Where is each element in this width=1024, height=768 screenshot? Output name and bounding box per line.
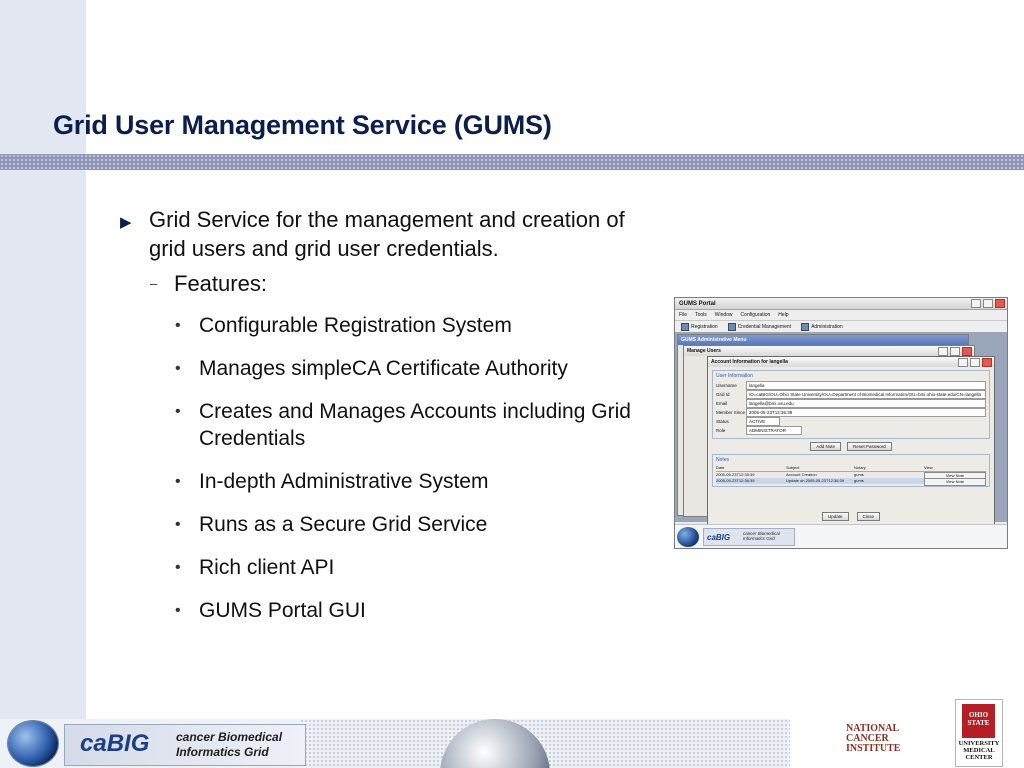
field-value: langella	[746, 381, 986, 390]
menu-help: Help	[778, 312, 789, 318]
field-label: Status	[716, 419, 729, 424]
col-notary: Notary	[854, 465, 866, 470]
nci-logo-line: INSTITUTE	[846, 743, 901, 754]
col-date: Date	[716, 465, 725, 470]
slide-body	[118, 205, 658, 624]
portal-title: GUMS Portal	[679, 300, 716, 307]
decorative-globe-icon	[440, 719, 550, 768]
field-grid-id	[716, 390, 986, 399]
osu-caption	[957, 740, 1001, 761]
admin-menu-title: GUMS Administrative Menu	[681, 337, 747, 343]
bullet-sub-text: Features:	[174, 271, 267, 296]
account-actions	[708, 442, 994, 451]
feature-text: In-depth Administrative System	[199, 470, 489, 493]
minimize-icon	[958, 358, 968, 367]
key-icon	[728, 323, 736, 331]
add-note-button	[810, 442, 841, 451]
note-subject: Update on 2005-05-23T12:36:39	[786, 478, 845, 483]
field-role	[716, 426, 986, 435]
close-icon	[995, 299, 1005, 308]
feature-text: Configurable Registration System	[199, 314, 512, 337]
close-button	[857, 512, 881, 521]
close-label: Close	[862, 514, 875, 519]
cabig-subtitle-line: Informatics Grid	[176, 745, 269, 759]
add-note-label: Add Note	[816, 444, 835, 449]
toolbar-administration	[801, 323, 843, 331]
toolbar-credential-label: Credential Management	[737, 324, 792, 330]
dot-bullet-icon: •	[175, 360, 181, 377]
user-info-group-title: User Information	[716, 373, 753, 379]
account-info-title-bar	[708, 357, 994, 367]
user-info-group	[712, 370, 990, 439]
account-info-window	[707, 356, 995, 526]
menu-window: Window	[714, 312, 733, 318]
update-button	[822, 512, 849, 521]
note-date: 2005-05-23T12:35:39	[716, 472, 755, 477]
globe-icon	[8, 721, 58, 766]
feature-text: Runs as a Secure Grid Service	[199, 513, 488, 536]
portal-title-bar	[675, 298, 1007, 310]
field-status	[716, 417, 986, 426]
dot-bullet-icon: •	[175, 403, 181, 420]
slide-title: Grid User Management Service (GUMS)	[53, 110, 552, 140]
feature-item	[118, 468, 658, 495]
menu-file: File	[679, 312, 688, 318]
window-controls	[971, 299, 1007, 308]
view-note-button: View Note	[924, 478, 986, 486]
field-label: Grid Id	[716, 392, 730, 397]
col-view: View	[924, 465, 933, 470]
field-value: /O=caBIG/OU=Ohio State University/OU=Department of Biomedical Informatics/OU=bmi.ohio-state.edu/CN=langella	[746, 390, 986, 399]
close-icon	[962, 347, 972, 356]
osu-caption-line: UNIVERSITY	[958, 740, 1000, 747]
admin-menu-title-bar	[678, 335, 968, 345]
dot-bullet-icon: •	[175, 473, 181, 490]
notes-header	[716, 465, 986, 472]
menu-configuration: Configuration	[740, 312, 771, 318]
cabig-subtitle	[176, 730, 282, 760]
admin-icon	[801, 323, 809, 331]
role-select: ADMINISTRATOR	[746, 426, 802, 435]
field-label: Email	[716, 401, 728, 406]
portal-footer-logo: caBIG	[707, 533, 731, 542]
maximize-icon	[950, 347, 960, 356]
view-note-button: View Note	[924, 472, 986, 480]
minimize-icon	[938, 347, 948, 356]
maximize-icon	[970, 358, 980, 367]
close-icon	[982, 358, 992, 367]
update-label: Update	[827, 514, 843, 519]
toolbar-registration	[681, 323, 718, 331]
account-info-title: Account Information for langella	[711, 359, 788, 365]
triangle-bullet-icon: ▶	[120, 214, 132, 231]
manage-users-title: Manage Users	[687, 348, 721, 354]
field-email	[716, 399, 986, 408]
notes-group-title: Notes	[716, 457, 730, 463]
cabig-logo: caBIG	[80, 730, 150, 757]
title-underline-pattern	[0, 154, 1024, 170]
feature-item	[118, 355, 658, 382]
feature-text: Rich client API	[199, 556, 335, 579]
toolbar-registration-label: Registration	[691, 324, 718, 330]
manage-users-controls	[938, 347, 974, 356]
portal-menu-bar	[675, 310, 1007, 321]
field-member-since	[716, 408, 986, 417]
osu-crest-icon	[962, 704, 995, 738]
portal-footer	[675, 524, 1007, 549]
field-value: 2005-05-23T12:35:39	[746, 408, 986, 417]
osu-caption-line: MEDICAL	[963, 747, 995, 754]
cabig-subtitle-line: cancer Biomedical	[176, 730, 283, 744]
field-value: langella@bmi.osu.edu	[746, 399, 986, 408]
dot-bullet-icon: •	[175, 602, 181, 619]
col-subject: Subject	[786, 465, 800, 470]
bullet-main	[118, 205, 658, 263]
field-username	[716, 381, 986, 390]
note-notary: gums	[854, 472, 864, 477]
feature-item	[118, 398, 658, 452]
notes-group	[712, 454, 990, 487]
osu-caption-line: CENTER	[965, 754, 993, 761]
globe-icon	[677, 527, 699, 547]
status-select: ACTIVE	[746, 417, 780, 426]
dot-bullet-icon: •	[175, 516, 181, 533]
field-label: Username	[716, 383, 737, 388]
minimize-icon	[971, 299, 981, 308]
feature-text: Manages simpleCA Certificate Authority	[199, 357, 568, 380]
toolbar-credential-management	[728, 323, 791, 331]
dot-bullet-icon: •	[175, 317, 181, 334]
bullet-sub	[118, 269, 658, 298]
reset-password-label: Reset Password	[853, 444, 886, 449]
note-subject: Account Creation	[786, 472, 817, 477]
feature-item	[118, 511, 658, 538]
nci-logo-line: NATIONAL	[846, 723, 900, 734]
feature-text: GUMS Portal GUI	[199, 599, 366, 622]
dash-bullet-icon: –	[150, 276, 158, 291]
osu-medical-center-logo	[955, 699, 1003, 767]
feature-item	[118, 597, 658, 624]
dot-bullet-icon: •	[175, 559, 181, 576]
field-label: Role	[716, 428, 726, 433]
reset-password-button	[847, 442, 892, 451]
table-row	[716, 478, 986, 484]
feature-text: Creates and Manages Accounts including Grid Credentials	[199, 400, 631, 450]
gums-portal-screenshot	[674, 297, 1008, 549]
feature-item	[118, 554, 658, 581]
note-date: 2005-05-23T12:36:39	[716, 478, 755, 483]
toolbar-administration-label: Administration	[811, 324, 843, 330]
manage-users-title-bar	[684, 346, 974, 356]
maximize-icon	[983, 299, 993, 308]
portal-footer-sub: cancer Biomedical Informatics Grid	[743, 531, 780, 541]
field-label: Member Since	[716, 410, 746, 415]
account-info-controls	[958, 358, 994, 367]
account-bottom-buttons	[708, 512, 994, 521]
nci-logo	[846, 724, 906, 754]
note-notary: gums	[854, 478, 864, 483]
feature-item	[118, 312, 658, 339]
menu-tools: Tools	[695, 312, 707, 318]
osu-crest-text: OHIO STATE	[967, 711, 990, 727]
nci-logo-line: CANCER	[846, 733, 889, 744]
registration-icon	[681, 323, 689, 331]
bullet-main-text: Grid Service for the management and creation of grid users and grid user credentials.	[149, 207, 625, 261]
